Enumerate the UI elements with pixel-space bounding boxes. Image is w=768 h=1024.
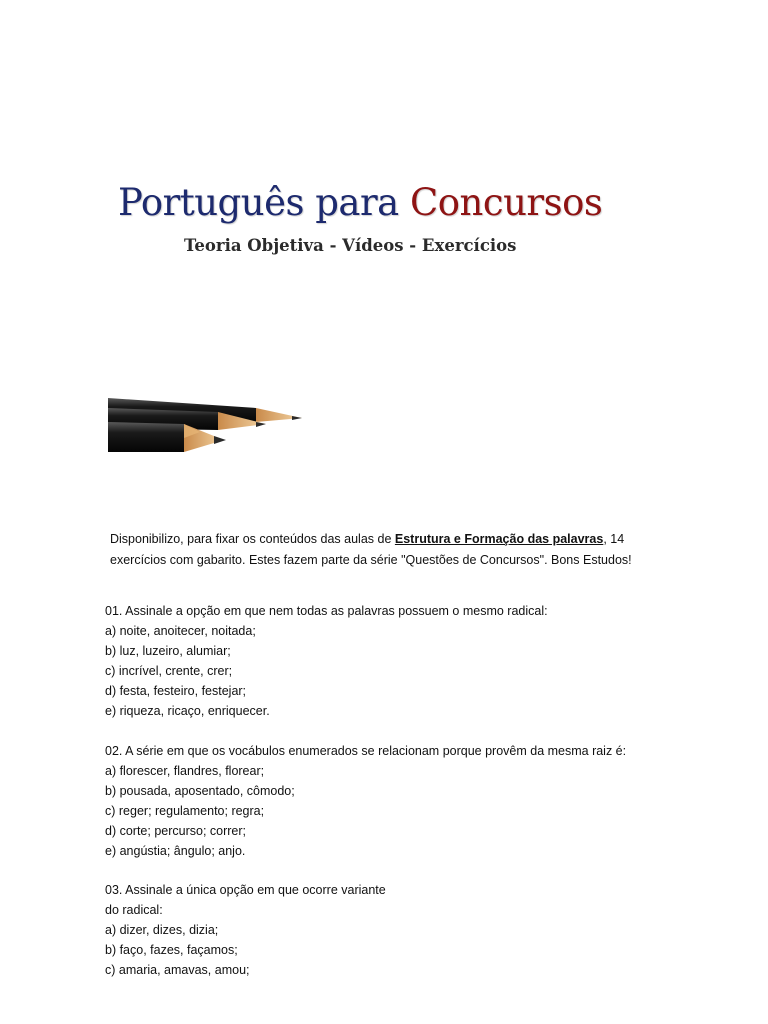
option-d: d) corte; percurso; correr; [105, 824, 247, 838]
option-c: c) amaria, amavas, amou; [105, 963, 250, 977]
question-01 [105, 601, 705, 721]
option-c: c) reger; regulamento; regra; [105, 804, 265, 818]
option-a: a) florescer, flandres, florear; [105, 764, 265, 778]
option-e: e) angústia; ângulo; anjo. [105, 844, 246, 858]
option-a: a) noite, anoitecer, noitada; [105, 624, 256, 638]
option-b: b) luz, luzeiro, alumiar; [105, 644, 231, 658]
option-a: a) dizer, dizes, dizia; [105, 923, 219, 937]
pencils-illustration [106, 388, 336, 468]
intro-text-before: Disponibilizo, para fixar os conteúdos das aulas de [110, 532, 395, 546]
question-03 [105, 880, 705, 980]
question-prompt: 02. A série em que os vocábulos enumerados se relacionam porque provêm da mesma raiz é: [105, 744, 627, 758]
banner-title [118, 181, 602, 224]
option-d: d) festa, festeiro, festejar; [105, 684, 247, 698]
estrutura-formacao-link[interactable]: Estrutura e Formação das palavras [394, 532, 604, 546]
option-b: b) faço, fazes, façamos; [105, 943, 238, 957]
option-e: e) riqueza, ricaço, enriquecer. [105, 704, 270, 718]
intro-text-after: , 14 exercícios com gabarito. Estes fazem parte da série "Questões de Concursos". Bons Estudos! [110, 532, 632, 567]
banner-subtitle: Teoria Objetiva - Vídeos - Exercícios [184, 236, 517, 255]
question-prompt-line1: 03. Assinale a única opção em que ocorre variante [105, 883, 386, 897]
question-prompt: 01. Assinale a opção em que nem todas as palavras possuem o mesmo radical: [105, 604, 548, 618]
intro-paragraph [110, 529, 670, 571]
banner-title-concursos: Concursos [409, 181, 603, 224]
question-02 [105, 741, 705, 861]
option-b: b) pousada, aposentado, cômodo; [105, 784, 295, 798]
question-prompt-line2: do radical: [105, 903, 163, 917]
option-c: c) incrível, crente, crer; [105, 664, 233, 678]
banner-title-portugues: Português para [118, 181, 410, 224]
